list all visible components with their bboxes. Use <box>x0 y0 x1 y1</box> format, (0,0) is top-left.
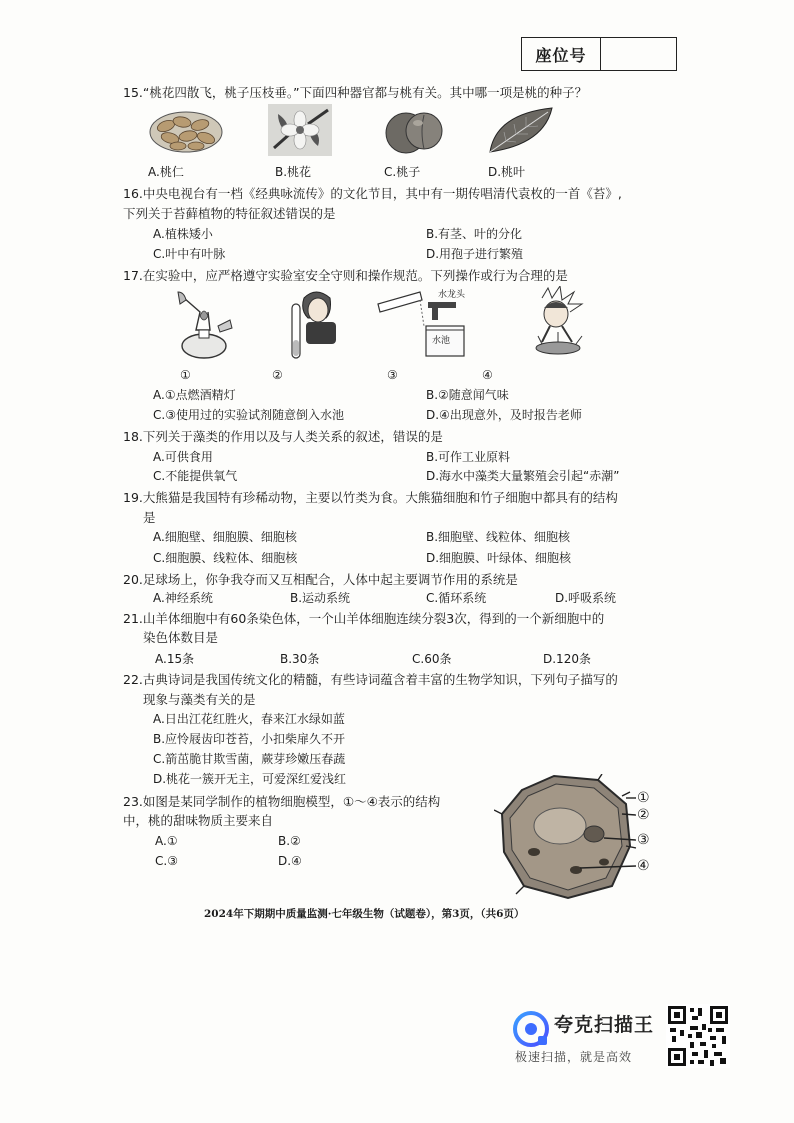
q17-figure-label-3: ③ <box>387 368 398 382</box>
seat-number-blank <box>601 38 676 70</box>
q15-option-a: A.桃仁 <box>148 165 184 179</box>
q23-stem-line1: 23.如图是某同学制作的植物细胞模型，①～④表示的结构 <box>123 794 441 809</box>
q18-option-d: D.海水中藻类大量繁殖会引起“赤潮” <box>426 469 620 483</box>
q17-option-a: A.①点燃酒精灯 <box>153 388 236 402</box>
q23-option-b: B.② <box>278 834 301 848</box>
q17-option-b: B.②随意闻气味 <box>426 388 509 402</box>
q20-option-d: D.呼吸系统 <box>555 591 617 605</box>
q22-option-b: B.应怜屐齿印苍苔，小扣柴扉久不开 <box>153 732 346 746</box>
q19-option-a: A.细胞壁、细胞膜、细胞核 <box>153 530 297 544</box>
q22-option-c: C.箭茁脆甘欺雪菌，蕨芽珍嫩压春蔬 <box>153 752 346 766</box>
q21-option-d: D.120条 <box>543 652 591 666</box>
q19-option-d: D.细胞膜、叶绿体、细胞核 <box>426 551 572 565</box>
q16-option-b: B.有茎、叶的分化 <box>426 227 523 241</box>
q17-option-c: C.③使用过的实验试剂随意倒入水池 <box>153 408 344 422</box>
q21-option-a: A.15条 <box>155 652 195 666</box>
seat-number-label: 座位号 <box>522 38 601 70</box>
q23-stem-line2: 中，桃的甜味物质主要来自 <box>123 813 274 828</box>
q23-option-c: C.③ <box>155 854 178 868</box>
q17-figure-smelling <box>286 288 346 364</box>
page-footer: 2024年下期期中质量监测·七年级生物（试题卷），第3页，（共6页） <box>204 908 525 920</box>
q22-stem-line1: 22.古典诗词是我国传统文化的精髓，有些诗词蕴含着丰富的生物学知识，下列句子描写的 <box>123 672 618 687</box>
q15-option-d: D.桃叶 <box>488 165 526 179</box>
q20-option-b: B.运动系统 <box>290 591 351 605</box>
scanner-brand-title: 夸克扫描王 <box>554 1014 655 1036</box>
q16-option-c: C.叶中有叶脉 <box>153 247 226 261</box>
q21-option-c: C.60条 <box>412 652 452 666</box>
q16-stem-line1: 16.中央电视台有一档《经典咏流传》的文化节目，其中有一期传唱清代袁枚的一首《苔》, <box>123 186 622 201</box>
scanner-brand-subtitle: 极速扫描，就是高效 <box>515 1050 633 1064</box>
q19-option-c: C.细胞膜、线粒体、细胞核 <box>153 551 298 565</box>
q15-image-peach-leaf <box>486 104 556 160</box>
q18-stem: 18.下列关于藻类的作用以及与人类关系的叙述，错误的是 <box>123 429 443 444</box>
q18-option-c: C.不能提供氧气 <box>153 469 238 483</box>
q15-stem: 15.“桃花四散飞，桃子压枝垂。”下面四种器官都与桃有关。其中哪一项是桃的种子？ <box>123 85 588 100</box>
q19-stem-line2: 是 <box>143 510 156 525</box>
q17-figure-accident <box>522 286 592 362</box>
q23-option-d: D.④ <box>278 854 302 868</box>
q17-stem: 17.在实验中，应严格遵守实验室安全守则和操作规范。下列操作或行为合理的是 <box>123 268 568 283</box>
q23-option-a: A.① <box>155 834 178 848</box>
q15-image-peach-kernels <box>148 106 224 158</box>
q20-option-c: C.循环系统 <box>426 591 487 605</box>
q21-option-b: B.30条 <box>280 652 320 666</box>
q21-stem-line2: 染色体数目是 <box>143 630 219 645</box>
q21-stem-line1: 21.山羊体细胞中有60条染色体，一个山羊体细胞连续分裂3次，得到的一个新细胞中的 <box>123 611 605 626</box>
q17-figure-label-2: ② <box>272 368 283 382</box>
qr-code-icon[interactable] <box>666 1004 730 1072</box>
scanner-logo-icon <box>512 1010 550 1052</box>
q22-option-d: D.桃花一簇开无主，可爱深红爱浅红 <box>153 772 347 786</box>
seat-number-box <box>521 37 677 71</box>
q15-image-peach-fruit <box>384 103 444 161</box>
q17-figure-label-1: ① <box>180 368 191 382</box>
q17-faucet-label: 水龙头 <box>438 290 466 300</box>
q16-stem-line2: 下列关于苔藓植物的特征叙述错误的是 <box>123 206 336 221</box>
q20-stem: 20.足球场上，你争我夺而又互相配合，人体中起主要调节作用的系统是 <box>123 572 518 587</box>
q22-stem-line2: 现象与藻类有关的是 <box>143 692 256 707</box>
q16-option-d: D.用孢子进行繁殖 <box>426 247 524 261</box>
q19-stem-line1: 19.大熊猫是我国特有珍稀动物，主要以竹类为食。大熊猫细胞和竹子细胞中都具有的结构 <box>123 490 618 505</box>
q22-option-a: A.日出江花红胜火，春来江水绿如蓝 <box>153 712 345 726</box>
q23-figure-label-4: ④ <box>637 858 650 874</box>
q16-option-a: A.植株矮小 <box>153 227 213 241</box>
q17-option-d: D.④出现意外，及时报告老师 <box>426 408 582 422</box>
q15-image-peach-flower <box>268 104 332 160</box>
q17-figure-alcohol-lamp <box>170 290 240 364</box>
q23-figure-label-3: ③ <box>637 832 650 848</box>
q15-option-b: B.桃花 <box>275 165 312 179</box>
q18-option-a: A.可供食用 <box>153 450 213 464</box>
q17-figure-label-4: ④ <box>482 368 493 382</box>
q17-sink-label: 水池 <box>432 336 451 346</box>
q15-option-c: C.桃子 <box>384 165 421 179</box>
q19-option-b: B.细胞壁、线粒体、细胞核 <box>426 530 571 544</box>
q23-figure-label-2: ② <box>637 807 650 823</box>
q20-option-a: A.神经系统 <box>153 591 213 605</box>
q23-figure-label-1: ① <box>637 790 650 806</box>
q18-option-b: B.可作工业原料 <box>426 450 511 464</box>
